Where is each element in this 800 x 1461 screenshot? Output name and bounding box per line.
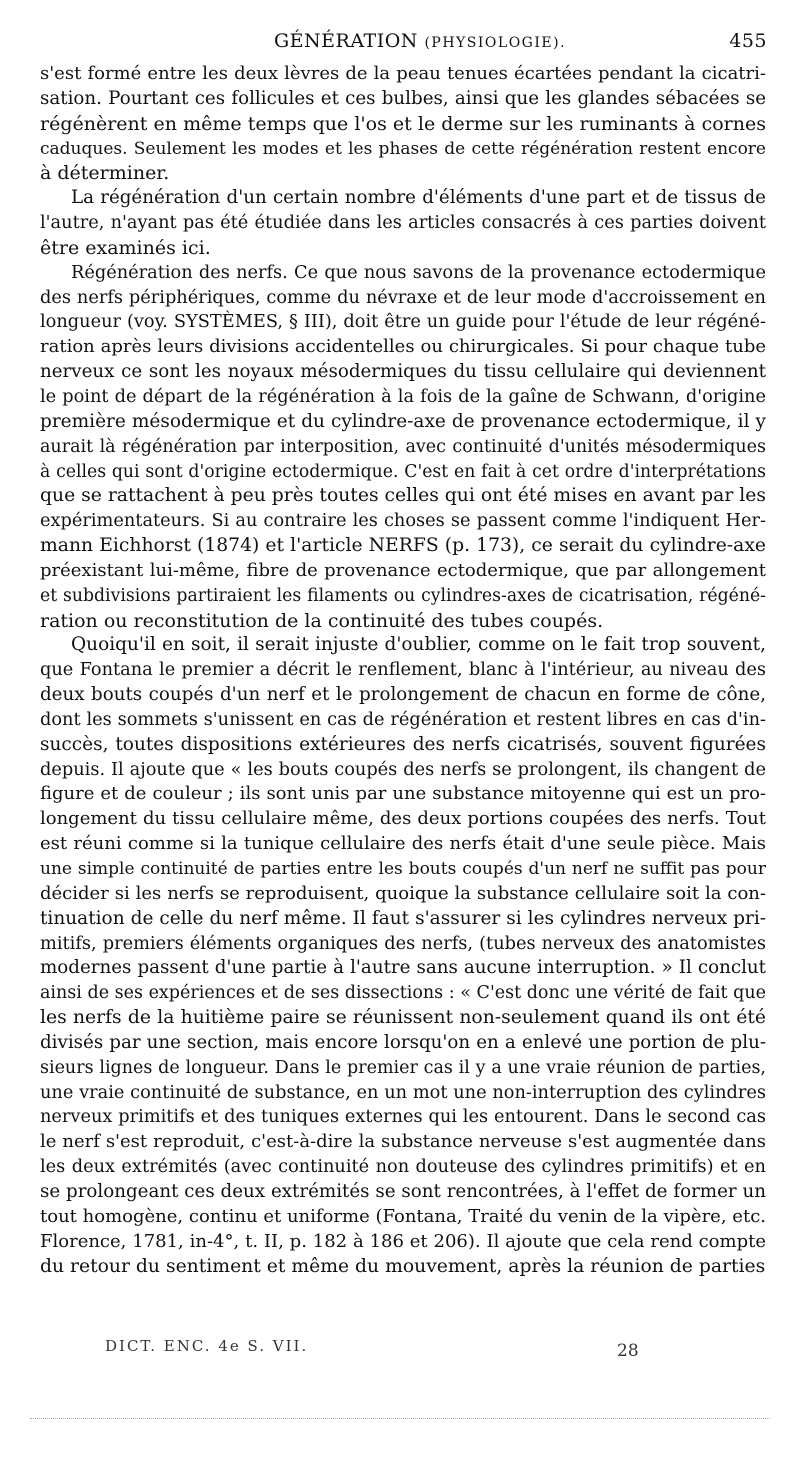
text-line: préexistant lui-même, fibre de provenance ectodermique, que par allongement [40, 559, 766, 581]
running-title [274, 30, 566, 52]
text-line: première mésodermique et du cylindre-axe de provenance ectodermique, il y [40, 410, 766, 432]
text-line: du retour du sentiment et même du mouvement, après la réunion de parties [40, 1255, 766, 1277]
page-footer [105, 1337, 685, 1361]
text-line: tinuation de celle du nerf même. Il faut s'assurer si les cylindres nerveux pri- [40, 907, 766, 929]
text-line: nerveux primitifs et des tuniques externes qui les entourent. Dans le second cas [40, 1107, 766, 1128]
text-line: à déterminer. [40, 162, 170, 185]
body-text [40, 62, 766, 1279]
text-line: deux bouts coupés d'un nerf et le prolongement de chacun en forme de cône, [40, 684, 766, 706]
text-line: est réuni comme si la tunique cellulaire des nerfs était d'une seule pièce. Mais [40, 833, 766, 855]
text-line: sieurs lignes de longueur. Dans le premier cas il y a une vraie réunion de parties, [40, 1057, 766, 1078]
text-line: longueur (voy. SYSTÈMES, § III), doit être un guide pour l'étude de leur régéné- [40, 312, 766, 333]
text-line: que Fontana le premier a décrit le renflement, blanc à l'intérieur, au niveau des [40, 660, 766, 681]
text-line: décider si les nerfs se reproduisent, quoique la substance cellulaire soit la con- [40, 882, 766, 904]
text-line: régénèrent en même temps que l'os et le derme sur les ruminants à cornes [40, 112, 766, 135]
text-line: ration ou reconstitution de la continuité des tubes coupés. [40, 609, 604, 632]
running-title-subtitle: (PHYSIOLOGIE). [424, 35, 567, 51]
text-line: aurait là régénération par interposition, avec continuité d'unités mésodermiques [40, 436, 766, 457]
text-line: être examinés ici. [40, 236, 211, 259]
text-line: longement du tissu cellulaire même, des deux portions coupées des nerfs. Tout [40, 808, 766, 830]
text-line: ration après leurs divisions accidentelles ou chirurgicales. Si pour chaque tube [40, 336, 766, 358]
text-line: ainsi de ses expériences et de ses dissections : « C'est donc une vérité de fait que [40, 983, 766, 1004]
text-line: à celles qui sont d'origine ectodermique. C'est en fait à cet ordre d'interprétations [40, 461, 766, 482]
text-line: mann Eichhorst (1874) et l'article NERFS (p. 173), ce serait du cylindre-axe [40, 535, 766, 557]
text-line: La régénération d'un certain nombre d'éléments d'une part et de tissus de [71, 187, 766, 209]
text-line: Florence, 1781, in-4°, t. II, p. 182 à 186 et 206). Il ajoute que cela rend compte [40, 1230, 766, 1252]
text-line: une vraie continuité de substance, en un mot une non-interruption des cylindres [40, 1082, 766, 1103]
paragraph [40, 261, 766, 634]
text-line: le nerf s'est reproduit, c'est-à-dire la substance nerveuse s'est augmentée dans [40, 1131, 766, 1153]
text-line: depuis. Il ajoute que « les bouts coupés des nerfs se prolongent, ils changent de [40, 759, 766, 780]
text-line: le point de départ de la régénération à la fois de la gaîne de Schwann, d'origine [40, 386, 766, 407]
text-line: modernes passent d'une partie à l'autre sans aucune interruption. » Il conclut [40, 957, 766, 979]
paragraph [40, 633, 766, 1279]
text-line: divisés par une section, mais encore lorsqu'on en a enlevé une portion de plu- [40, 1031, 766, 1053]
signature-number: 28 [617, 1341, 639, 1361]
text-line: s'est formé entre les deux lèvres de la peau tenues écartées pendant la cicatri- [40, 63, 766, 84]
page-edge-divider [30, 1418, 770, 1421]
text-line: des nerfs périphériques, comme du névraxe et de leur mode d'accroissement en [40, 287, 766, 308]
text-line: l'autre, n'ayant pas été étudiée dans les articles consacrés à ces parties doivent [40, 213, 766, 234]
text-line: mitifs, premiers éléments organiques des nerfs, (tubes nerveux des anatomistes [40, 933, 766, 954]
paragraph [40, 62, 766, 186]
text-line: les nerfs de la huitième paire se réunissent non-seulement quand ils ont été [40, 1007, 766, 1029]
text-line: sation. Pourtant ces follicules et ces bulbes, ainsi que les glandes sébacées se [40, 87, 766, 109]
text-line: tout homogène, continu et uniforme (Fontana, Traité du venin de la vipère, etc. [40, 1205, 766, 1227]
running-title-main: GÉNÉRATION [274, 30, 418, 52]
paragraph [40, 186, 766, 261]
text-line: nerveux ce sont les noyaux mésodermiques du tissu cellulaire qui deviennent [40, 361, 766, 383]
text-line: figure et de couleur ; ils sont unis par une substance mitoyenne qui est un pro- [40, 783, 766, 805]
text-line: dont les sommets s'unissent en cas de régénération et restent libres en cas d'in- [40, 709, 766, 730]
text-line: les deux extrémités (avec continuité non douteuse des cylindres primitifs) et en [40, 1157, 766, 1178]
text-line: que se rattachent à peu près toutes celles qui ont été mises en avant par les [40, 485, 766, 507]
text-line: caduques. Seulement les modes et les phases de cette régénération restent encore [40, 138, 766, 159]
text-line: et subdivisions partiraient les filaments ou cylindres-axes de cicatrisation, régéné- [40, 585, 766, 606]
text-line: succès, toutes dispositions extérieures des nerfs cicatrisés, souvent figurées [40, 733, 766, 755]
text-line: une simple continuité de parties entre les bouts coupés d'un nerf ne suffit pas pour [40, 859, 766, 879]
printer-signature: DICT. ENC. 4e S. VII. [105, 1337, 309, 1355]
text-line: se prolongeant ces deux extrémités se sont rencontrées, à l'effet de former un [40, 1180, 766, 1202]
text-line: expérimentateurs. Si au contraire les choses se passent comme l'indiquent Her- [40, 511, 766, 532]
text-line: Régénération des nerfs. Ce que nous savons de la provenance ectodermique [71, 262, 766, 283]
page-number: 455 [729, 30, 767, 52]
page-header [62, 30, 767, 56]
text-line: Quoiqu'il en soit, il serait injuste d'oublier, comme on le fait trop souvent, [71, 634, 766, 656]
